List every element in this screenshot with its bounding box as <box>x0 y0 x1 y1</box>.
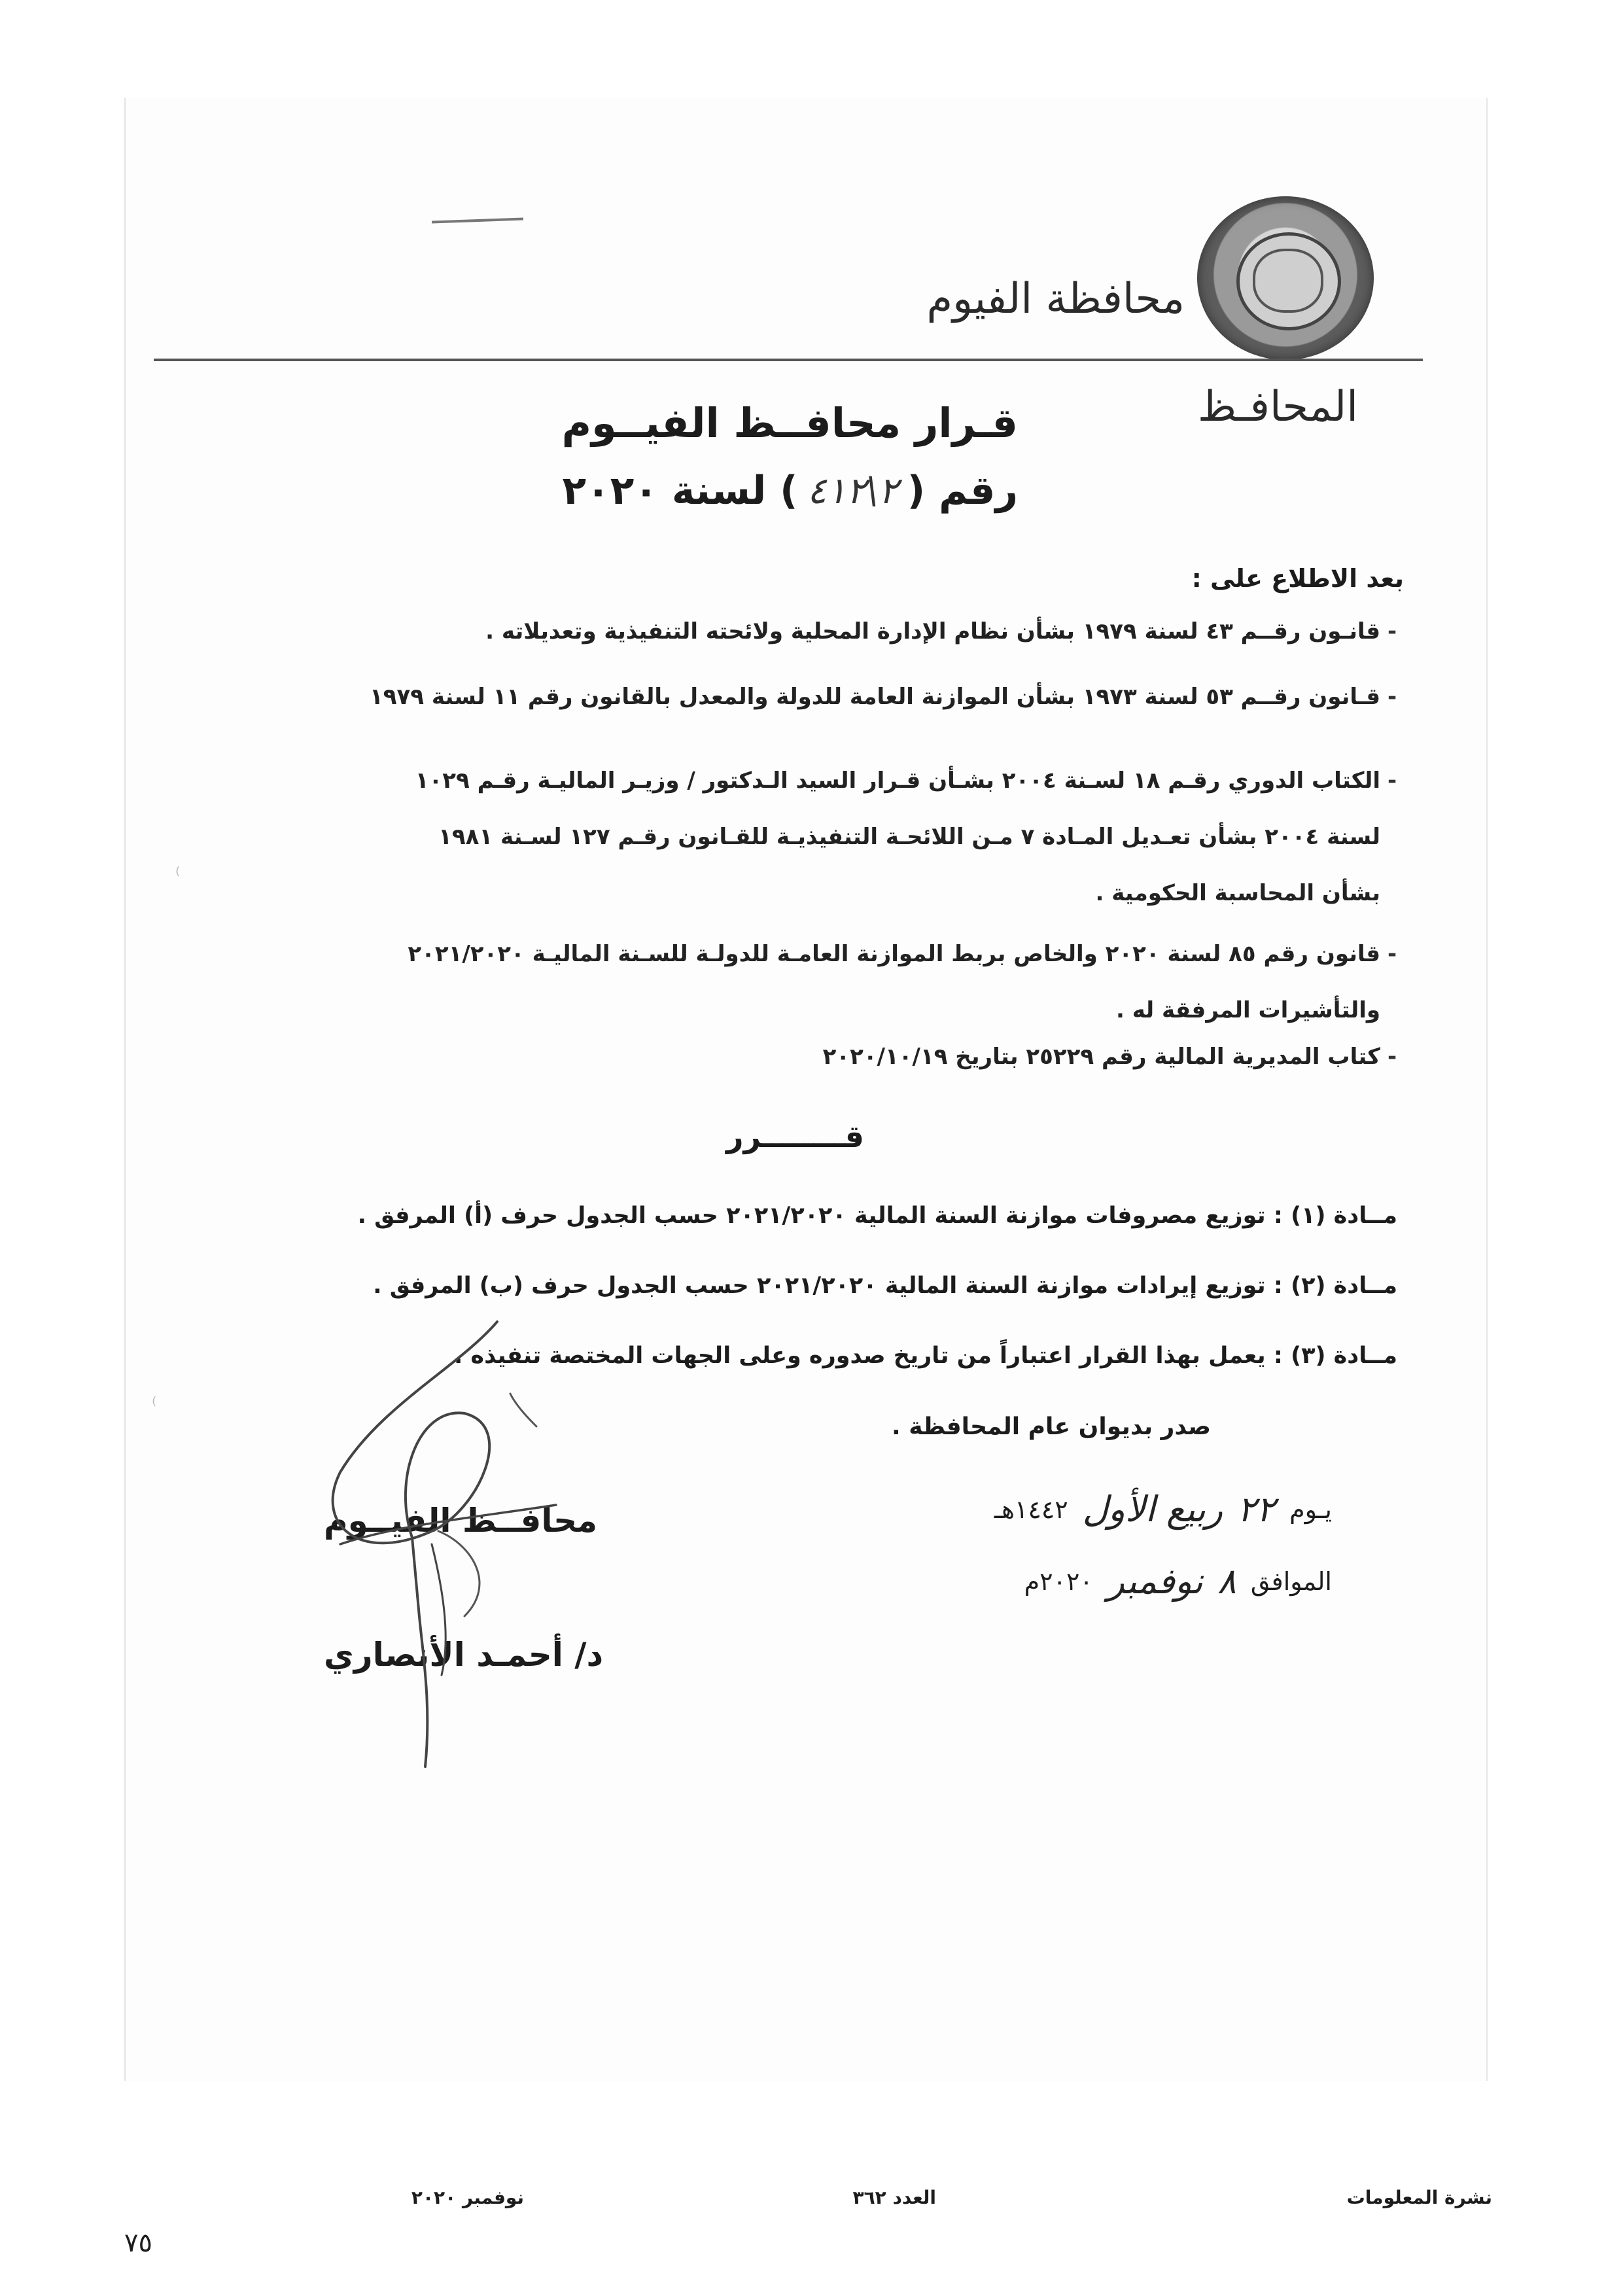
office-label: المحافـظ <box>1197 383 1358 431</box>
preamble-item-line: لسنة ٢٠٠٤ بشأن تعـديل المـادة ٧ مـن اللائحـة التنفيذيـة للقـانون رقـم ١٢٧ لسـنة ١٩٨١ <box>438 824 1380 850</box>
article-text: توزيع مصروفات موازنة السنة المالية ٢٠٢١/٢٠٢٠ حسب الجدول حرف (أ) المرفق . <box>357 1203 1266 1229</box>
header-divider <box>154 359 1423 361</box>
footer-issue: العدد ٣٦٢ <box>852 2187 936 2208</box>
footer-publication: نشرة المعلومات <box>1346 2187 1492 2208</box>
hijri-date <box>994 1489 1332 1530</box>
hijri-day: ٢٢ <box>1237 1489 1276 1530</box>
preamble-item: -قانـون رقــم ٤٣ لسنة ١٩٧٩ بشأن نظام الإدارة المحلية ولائحته التنفيذية وتعديلاته . <box>485 618 1397 645</box>
hijri-prefix: يـوم <box>1289 1494 1332 1524</box>
preamble-item-line: كتاب المديرية المالية رقم ٢٥٢٢٩ بتاريخ ٢٠٢٠/١٠/١٩ <box>822 1044 1380 1070</box>
page-number: ٧٥ <box>124 2228 152 2258</box>
decree-number-value: ٢\٤١٢ <box>807 469 898 512</box>
decree-number <box>562 468 1018 514</box>
article-label: مــادة (١) : <box>1273 1203 1397 1229</box>
article-label: مــادة (٣) : <box>1273 1343 1397 1369</box>
preamble-item-line: قـانون رقــم ٥٣ لسنة ١٩٧٣ بشأن الموازنة العامة للدولة والمعدل بالقانون رقم ١١ لسنة ١٩٧٩ <box>370 684 1380 710</box>
signatory-role: محافــظ الفيــوم <box>324 1502 598 1540</box>
hijri-year: ١٤٤٢هـ <box>994 1494 1068 1524</box>
hijri-month: ربيع الأول <box>1082 1489 1223 1530</box>
governorate-seal-icon <box>1197 196 1374 360</box>
article <box>358 1203 1397 1229</box>
handwritten-signature-icon <box>301 1309 576 1780</box>
preamble-item-line: بشأن المحاسبة الحكومية . <box>1095 880 1380 906</box>
article-text: يعمل بهذا القرار اعتباراً من تاريخ صدوره وعلى الجهات المختصة تنفيذه . <box>453 1343 1266 1369</box>
greg-month: نوفمبر <box>1107 1561 1203 1602</box>
signatory-name: د/ أحمـد الأنصاري <box>324 1636 604 1674</box>
preamble-item: -قانون رقم ٨٥ لسنة ٢٠٢٠ والخاص بربط الموازنة العامـة للدولـة للسـنة الماليـة ٢٠٢١/٢٠٢٠ والتأشيرات المرفقة له . <box>408 941 1397 1023</box>
greg-day: ٨ <box>1217 1561 1236 1602</box>
issued-at: صدر بديوان عام المحافظة . <box>891 1413 1211 1440</box>
article-label: مــادة (٢) : <box>1273 1273 1397 1299</box>
gregorian-date <box>1024 1561 1332 1602</box>
article <box>373 1273 1397 1299</box>
preamble-item-line: الكتاب الدوري رقـم ١٨ لسـنة ٢٠٠٤ بشـأن قـرار السيد الـدكتور / وزيـر الماليـة رقـم ١٠٢٩ <box>415 768 1380 794</box>
scan-speck: ⁾ <box>152 1394 157 1417</box>
footer-date: نوفمبر ٢٠٢٠ <box>411 2187 524 2208</box>
decree-number-suffix: ) لسنة ٢٠٢٠ <box>562 468 798 514</box>
decree-title: قـرار محافــظ الفيــوم <box>561 399 1018 447</box>
greg-prefix: الموافق <box>1250 1566 1332 1596</box>
decree-number-prefix: رقم ( <box>907 468 1018 514</box>
article-text: توزيع إيرادات موازنة السنة المالية ٢٠٢١/٢٠٢٠ حسب الجدول حرف (ب) المرفق . <box>373 1273 1266 1299</box>
preamble-item: -كتاب المديرية المالية رقم ٢٥٢٢٩ بتاريخ ٢٠٢٠/١٠/١٩ <box>822 1044 1397 1070</box>
governorate-name: محافظة الفيوم <box>926 275 1185 323</box>
article <box>454 1343 1397 1369</box>
preamble-heading: بعد الاطلاع على : <box>1191 564 1404 593</box>
preamble-item-line: قانـون رقــم ٤٣ لسنة ١٩٧٩ بشأن نظام الإدارة المحلية ولائحته التنفيذية وتعديلاته . <box>485 618 1380 645</box>
decree-heading: قــــــــرر <box>726 1119 864 1154</box>
greg-year: ٢٠٢٠م <box>1024 1566 1093 1596</box>
preamble-item-line: قانون رقم ٨٥ لسنة ٢٠٢٠ والخاص بربط الموازنة العامـة للدولـة للسـنة الماليـة ٢٠٢١/٢٠٢٠ <box>408 941 1380 967</box>
preamble-item: -قـانون رقــم ٥٣ لسنة ١٩٧٣ بشأن الموازنة العامة للدولة والمعدل بالقانون رقم ١١ لسنة ١٩٧٩ <box>370 684 1397 710</box>
scan-speck: ⁾ <box>175 864 181 887</box>
preamble-item: -الكتاب الدوري رقـم ١٨ لسـنة ٢٠٠٤ بشـأن قـرار السيد الـدكتور / وزيـر الماليـة رقـم ١٠٢٩ لسنة ٢٠٠٤ بشأن تعـديل المـادة ٧ مـن اللائحـة التنفيذيـة للقـانون رقـم ١٢٧ لسـنة ١٩٨١ بشأن المحاسبة الحكومية . <box>415 768 1397 906</box>
preamble-item-line: والتأشيرات المرفقة له . <box>1115 997 1380 1023</box>
